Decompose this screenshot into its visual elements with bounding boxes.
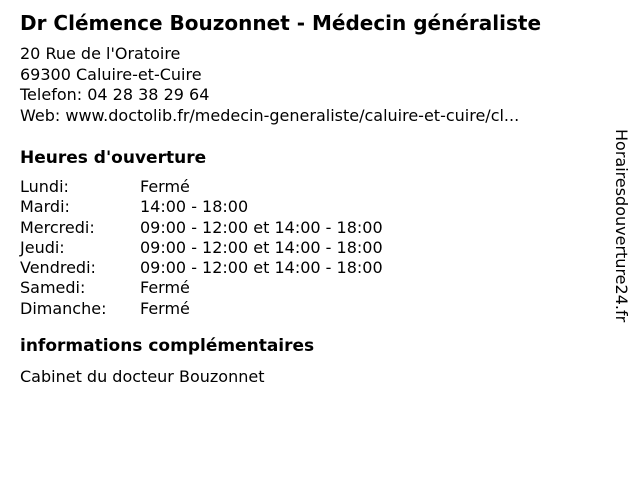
web-line (20, 106, 620, 127)
hours-row-sunday (20, 299, 620, 319)
web-label: Web: (20, 105, 61, 125)
day-time: 09:00 - 12:00 et 14:00 - 18:00 (140, 217, 383, 237)
day-label: Jeudi: (20, 237, 65, 257)
contact-block (20, 44, 620, 126)
hours-heading: Heures d'ouverture (20, 148, 207, 168)
day-label: Samedi: (20, 278, 86, 298)
phone-value: 04 28 38 29 64 (87, 85, 210, 104)
phone-line (20, 85, 620, 106)
hours-table (20, 177, 620, 319)
hours-row-saturday (20, 278, 620, 298)
hours-row-friday (20, 258, 620, 278)
watermark-site-name: Horairesdouverture24.fr (612, 129, 631, 323)
day-label: Dimanche: (20, 298, 107, 318)
additional-info-heading: informations complémentaires (20, 336, 315, 357)
hours-row-thursday (20, 238, 620, 258)
page-content (20, 0, 620, 387)
address-street: 20 Rue de l'Oratoire (20, 44, 181, 63)
web-link[interactable]: www.doctolib.fr/medecin-generaliste/caluire-et-cuire/cl... (65, 105, 520, 125)
day-label: Vendredi: (20, 258, 96, 278)
phone-label: Telefon: (20, 85, 83, 104)
day-label: Mercredi: (20, 217, 95, 237)
day-time: Fermé (140, 298, 190, 318)
day-time: 14:00 - 18:00 (140, 197, 249, 217)
day-label: Lundi: (20, 177, 69, 196)
additional-info-text: Cabinet du docteur Bouzonnet (20, 367, 265, 387)
hours-row-wednesday (20, 218, 620, 238)
hours-row-monday (20, 177, 620, 197)
page-title: Dr Clémence Bouzonnet - Médecin généraliste (20, 11, 542, 35)
address-city: 69300 Caluire-et-Cuire (20, 64, 202, 84)
day-time: Fermé (140, 278, 190, 298)
day-time: Fermé (140, 177, 190, 196)
day-label: Mardi: (20, 197, 70, 217)
day-time: 09:00 - 12:00 et 14:00 - 18:00 (140, 258, 383, 278)
day-time: 09:00 - 12:00 et 14:00 - 18:00 (140, 237, 383, 257)
hours-row-tuesday (20, 197, 620, 217)
